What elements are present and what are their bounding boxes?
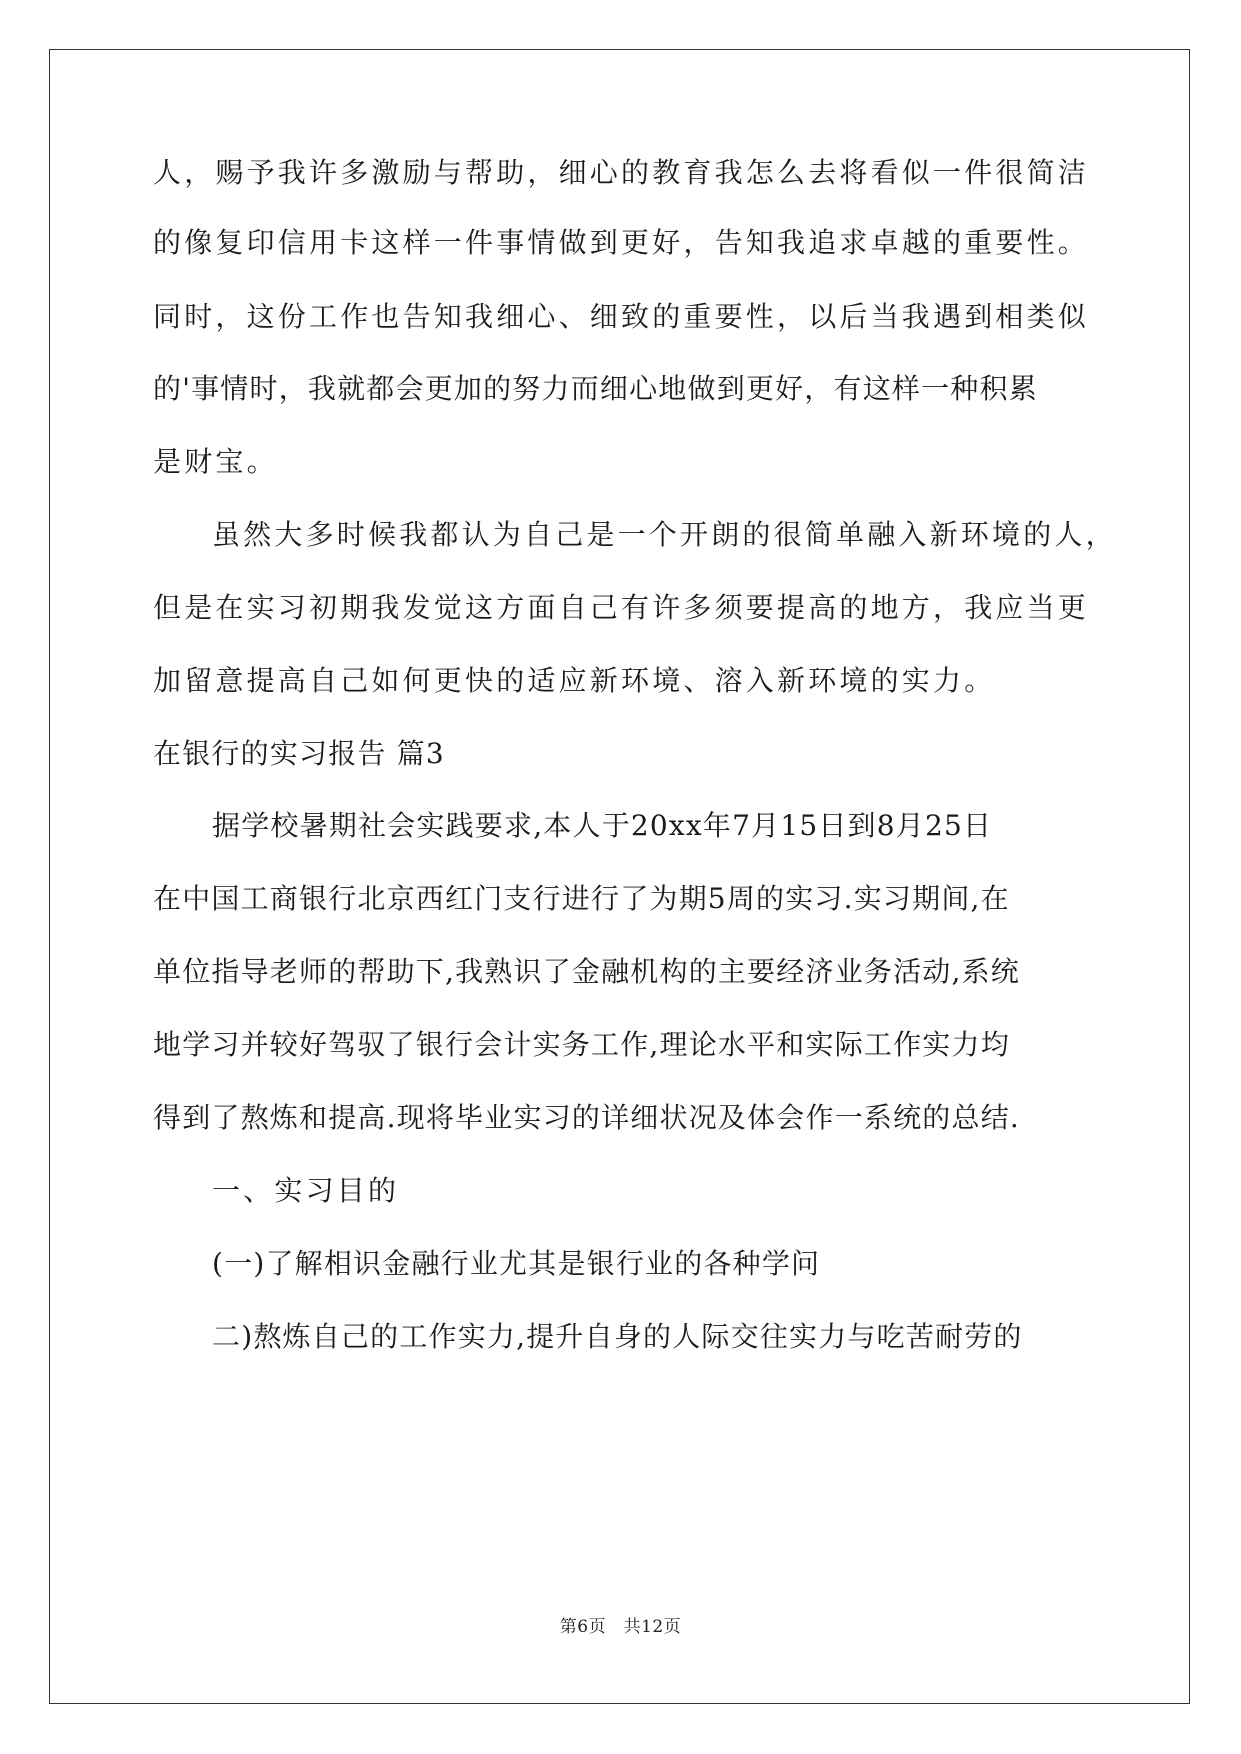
body-line-10: 据学校暑期社会实践要求,本人于20xx年7月15日到8月25日 <box>212 809 993 842</box>
body-line-12: 单位指导老师的帮助下,我熟识了金融机构的主要经济业务活动,系统 <box>153 955 1021 988</box>
body-line-13: 地学习并较好驾驭了银行会计实务工作,理论水平和实际工作实力均 <box>153 1028 1010 1061</box>
body-line-14: 得到了熬炼和提高.现将毕业实习的详细状况及体会作一系统的总结. <box>153 1101 1021 1134</box>
page-number-footer: 第6页 共12页 <box>559 1617 682 1637</box>
body-line-7: 但是在实习初期我发觉这方面自己有许多须要提高的地方，我应当更 <box>153 591 1090 624</box>
body-line-5: 是财宝。 <box>153 445 278 478</box>
body-line-8: 加留意提高自己如何更快的适应新环境、溶入新环境的实力。 <box>153 664 996 697</box>
subheading-objectives: 一、实习目的 <box>212 1174 400 1207</box>
body-line-11: 在中国工商银行北京西红门支行进行了为期5周的实习.实习期间,在 <box>153 882 1010 915</box>
body-line-4: 的'事情时，我就都会更加的努力而细心地做到更好，有这样一种积累 <box>153 372 1038 405</box>
body-line-2: 的像复印信用卡这样一件事情做到更好，告知我追求卓越的重要性。 <box>153 226 1090 259</box>
objective-item-1: (一)了解相识金融行业尤其是银行业的各种学问 <box>212 1247 821 1280</box>
body-line-6: 虽然大多时候我都认为自己是一个开朗的很简单融入新环境的人， <box>212 518 1117 551</box>
objective-item-2: 二)熬炼自己的工作实力,提升自身的人际交往实力与吃苦耐劳的 <box>212 1320 1023 1353</box>
body-line-3: 同时，这份工作也告知我细心、细致的重要性，以后当我遇到相类似 <box>153 300 1090 333</box>
body-line-1: 人，赐予我许多激励与帮助，细心的教育我怎么去将看似一件很简洁 <box>153 156 1090 189</box>
section-heading: 在银行的实习报告 篇3 <box>153 737 445 770</box>
